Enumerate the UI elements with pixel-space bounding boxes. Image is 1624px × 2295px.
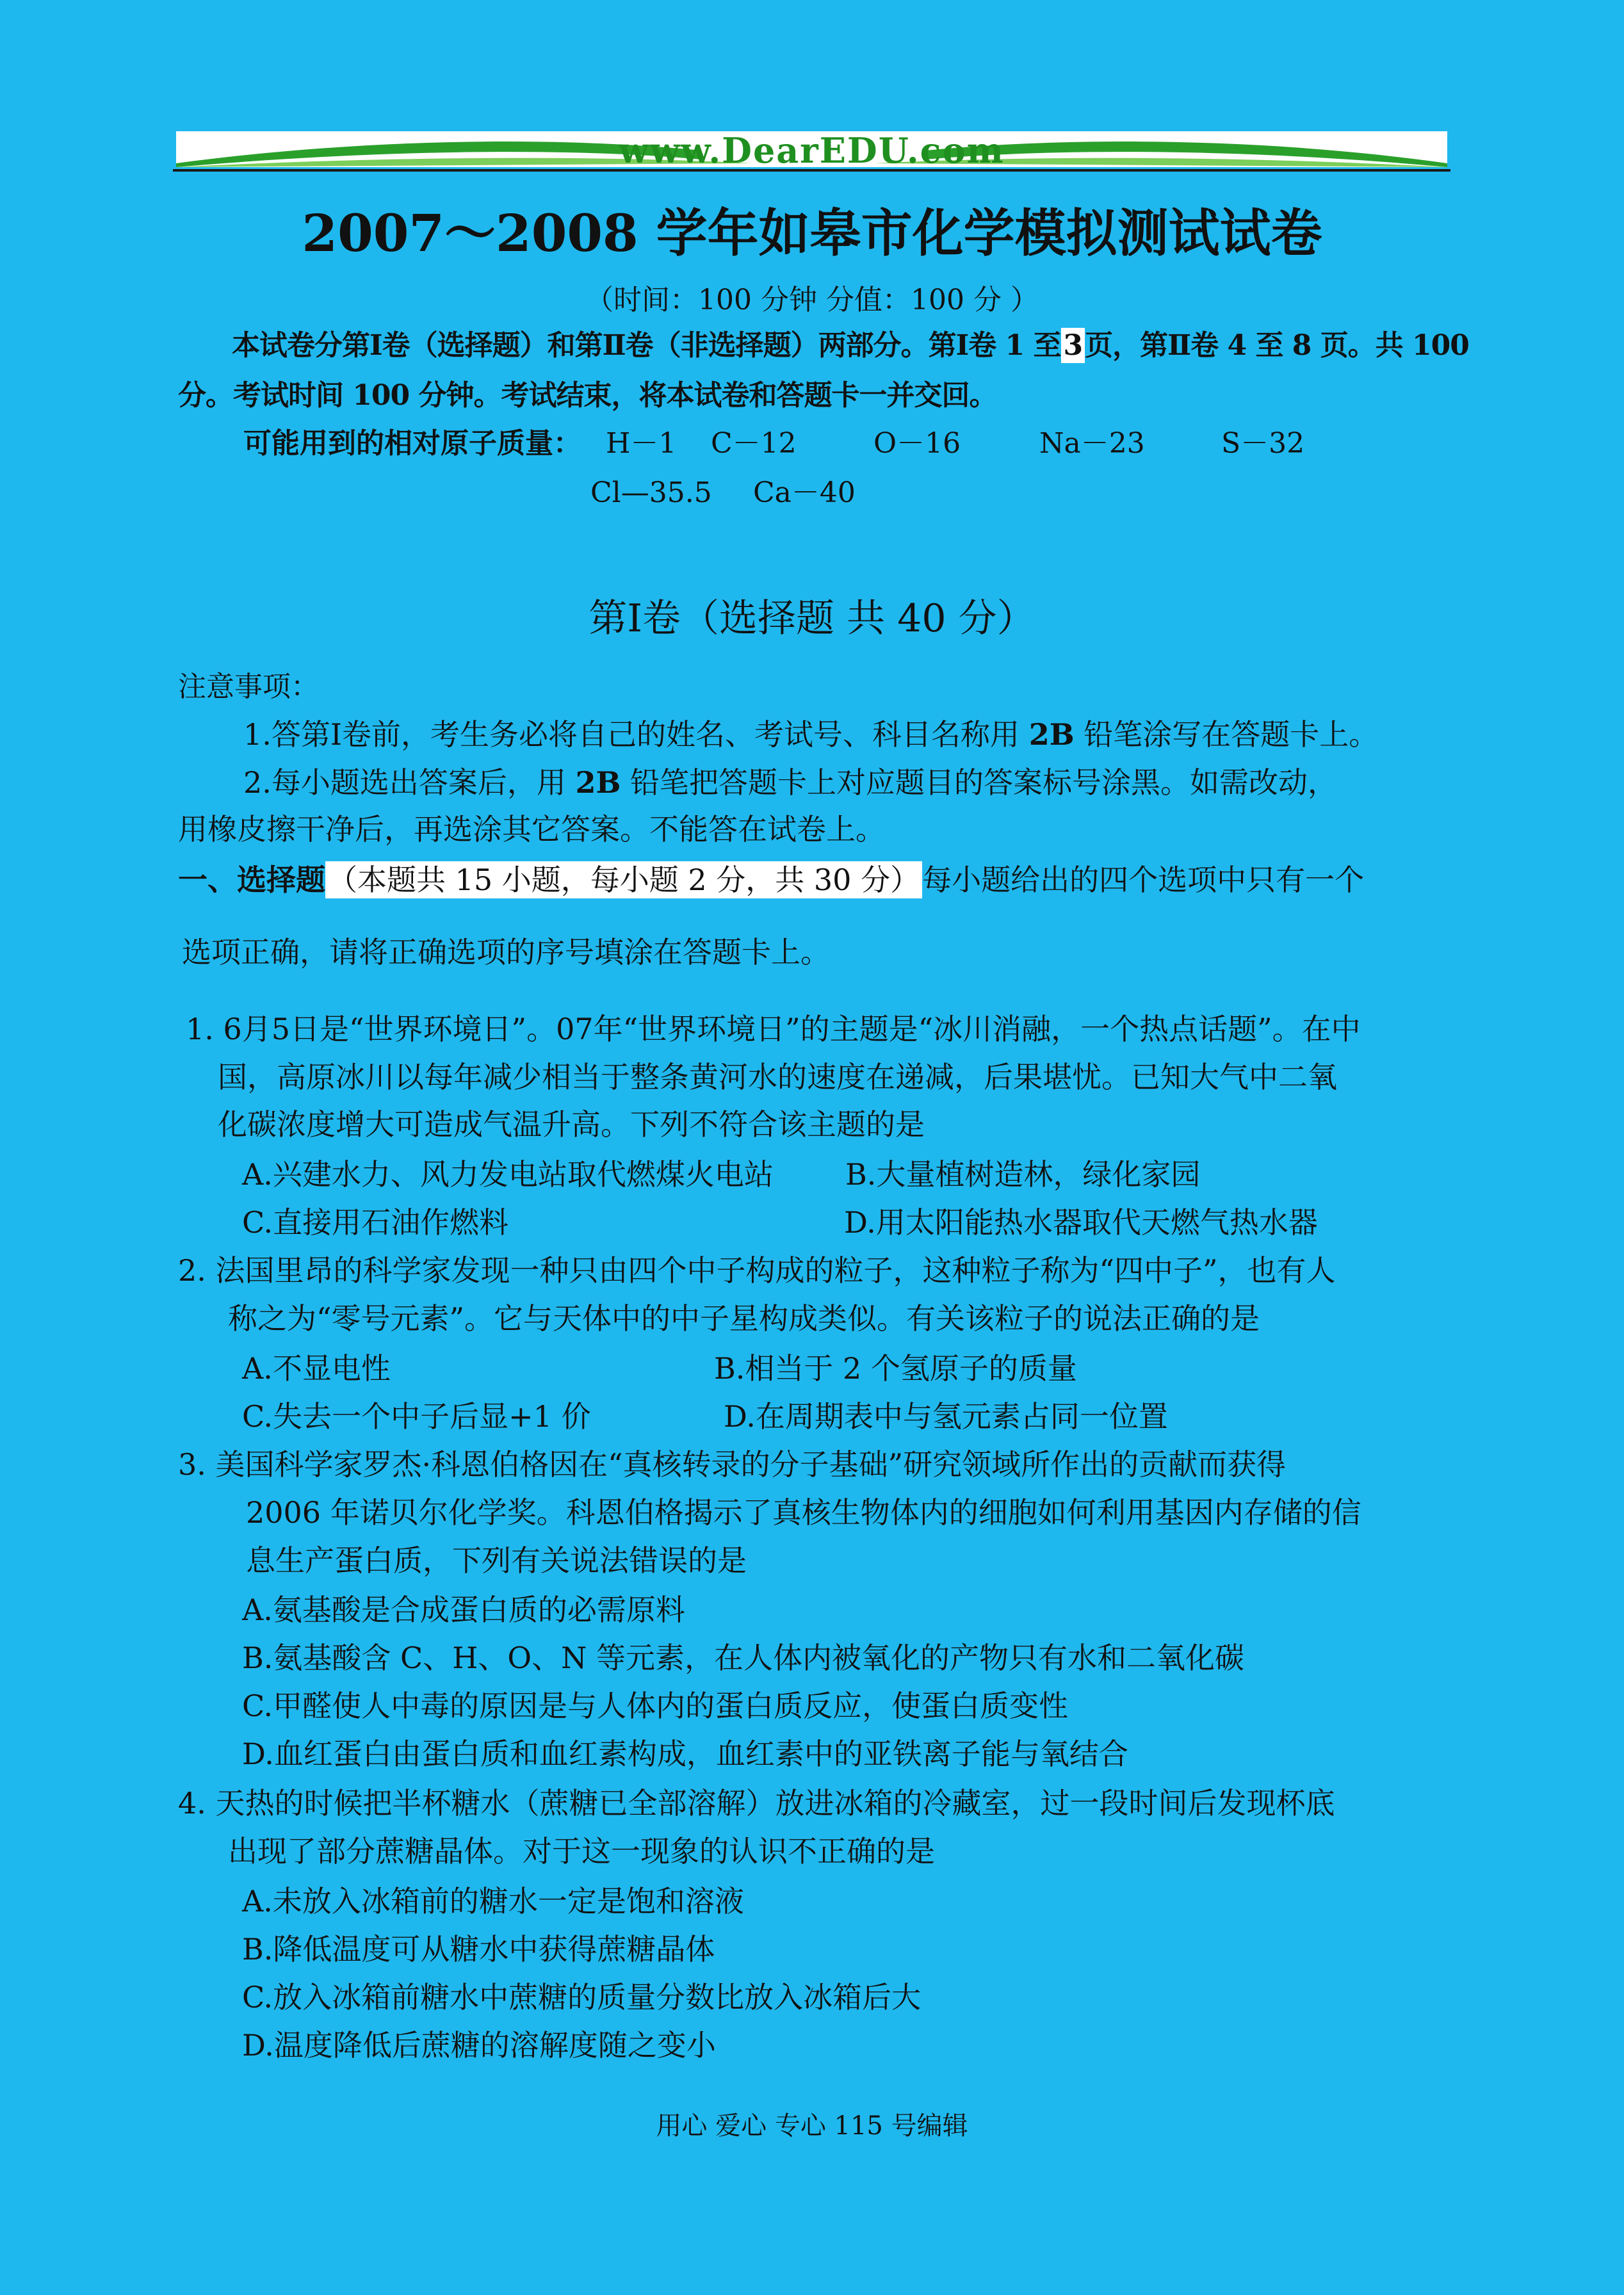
banner-site-url: www.DearEDU.com bbox=[619, 131, 1005, 167]
exam-subtitle: （时间：100 分钟 分值：100 分 ） bbox=[585, 284, 1039, 316]
note-2-continued: 用橡皮擦干净后，再选涂其它答案。不能答在试卷上。 bbox=[178, 812, 885, 847]
q3-stem-line-3: 息生产蛋白质，下列有关说法错误的是 bbox=[246, 1543, 747, 1578]
page-footer: 用心 爱心 专心 115 号编辑 bbox=[656, 2111, 968, 2141]
note-2: 2.每小题选出答案后，用 2B 铅笔把答题卡上对应题目的答案标号涂黑。如需改动， bbox=[243, 765, 1338, 800]
q3-option-b: B.氨基酸含 C、H、O、N 等元素，在人体内被氧化的产物只有水和二氧化碳 bbox=[242, 1641, 1244, 1675]
q4-option-c: C.放入冰箱前糖水中蔗糖的质量分数比放入冰箱后大 bbox=[242, 1980, 922, 2015]
q2-stem-line-1: 2. 法国里昂的科学家发现一种只由四个中子构成的粒子，这种粒子称为“四中子”，也有人 bbox=[178, 1253, 1336, 1288]
part1-scoring: （本题共 15 小题，每小题 2 分，共 30 分） bbox=[325, 861, 922, 898]
part1-instruction: 选项正确，请将正确选项的序号填涂在答题卡上。 bbox=[182, 935, 830, 969]
q4-option-a: A.未放入冰箱前的糖水一定是饱和溶液 bbox=[242, 1884, 744, 1918]
site-banner bbox=[176, 131, 1447, 167]
banner-rule bbox=[173, 169, 1450, 172]
part1-header: 一、选择题（本题共 15 小题，每小题 2 分，共 30 分）每小题给出的四个选项中只有一个 bbox=[178, 863, 1365, 897]
q1-stem-line-2: 国，高原冰川以每年减少相当于整条黄河水的速度在递减，后果堪忧。已知大气中二氧 bbox=[218, 1060, 1337, 1094]
intro-page-number: 3 bbox=[1061, 328, 1085, 363]
q3-stem-line-2: 2006 年诺贝尔化学奖。科恩伯格揭示了真核生物体内的细胞如何利用基因内存储的信 bbox=[246, 1495, 1361, 1530]
q1-option-a: A.兴建水力、风力发电站取代燃煤火电站 bbox=[242, 1157, 774, 1192]
q1-stem-line-1: 1. 6月5日是“世界环境日”。07年“世界环境日”的主题是“冰川消融，一个热点话题”。在中 bbox=[186, 1012, 1361, 1046]
q4-option-b: B.降低温度可从糖水中获得蔗糖晶体 bbox=[242, 1932, 715, 1967]
q3-option-c: C.甲醛使人中毒的原因是与人体内的蛋白质反应，使蛋白质变性 bbox=[242, 1689, 1069, 1723]
atomic-masses-label: 可能用到的相对原子质量： bbox=[243, 427, 581, 460]
part1-label: 一、选择题 bbox=[178, 863, 325, 897]
exam-title: 2007～2008 学年如皋市化学模拟测试试卷 bbox=[302, 203, 1322, 263]
q1-option-c: C.直接用石油作燃料 bbox=[242, 1205, 509, 1240]
notes-label: 注意事项： bbox=[178, 670, 319, 703]
note-1: 1.答第Ⅰ卷前，考生务必将自己的姓名、考试号、科目名称用 2B 铅笔涂写在答题卡上。 bbox=[243, 717, 1379, 752]
q3-stem-line-1: 3. 美国科学家罗杰·科恩伯格因在“真核转录的分子基础”研究领域所作出的贡献而获得 bbox=[178, 1447, 1287, 1482]
q3-option-d: D.血红蛋白由蛋白质和血红素构成，血红素中的亚铁离子能与氧结合 bbox=[242, 1737, 1128, 1771]
q2-stem-line-2: 称之为“零号元素”。它与天体中的中子星构成类似。有关该粒子的说法正确的是 bbox=[228, 1301, 1260, 1336]
q2-option-a: A.不显电性 bbox=[242, 1351, 391, 1386]
atomic-masses-line-1: 可能用到的相对原子质量： H－1 C－12 O－16 Na－23 S－32 bbox=[243, 427, 1305, 460]
atomic-masses-line-2: Cl—35.5 Ca－40 bbox=[590, 476, 856, 509]
q2-option-c: C.失去一个中子后显+1 价 bbox=[242, 1399, 591, 1434]
intro-line-1: 本试卷分第Ⅰ卷（选择题）和第Ⅱ卷（非选择题）两部分。第Ⅰ卷 1 至3页，第Ⅱ卷 4 至 8 页。共 100 bbox=[232, 329, 1469, 362]
q4-stem-line-1: 4. 天热的时候把半杯糖水（蔗糖已全部溶解）放进冰箱的冷藏室，过一段时间后发现杯底 bbox=[178, 1786, 1335, 1821]
q4-stem-line-2: 出现了部分蔗糖晶体。对于这一现象的认识不正确的是 bbox=[228, 1834, 935, 1869]
q2-option-b: B.相当于 2 个氢原子的质量 bbox=[714, 1351, 1077, 1386]
section-heading: 第Ⅰ卷（选择题 共 40 分） bbox=[589, 596, 1035, 641]
q3-option-a: A.氨基酸是合成蛋白质的必需原料 bbox=[242, 1593, 685, 1627]
intro-line-2: 分。考试时间 100 分钟。考试结束，将本试卷和答题卡一并交回。 bbox=[178, 379, 997, 412]
q1-stem-line-3: 化碳浓度增大可造成气温升高。下列不符合该主题的是 bbox=[218, 1107, 925, 1142]
q4-option-d: D.温度降低后蔗糖的溶解度随之变小 bbox=[242, 2028, 716, 2063]
q1-option-d: D.用太阳能热水器取代天燃气热水器 bbox=[844, 1205, 1318, 1240]
q2-option-d: D.在周期表中与氢元素占同一位置 bbox=[724, 1399, 1168, 1434]
q1-option-b: B.大量植树造林，绿化家园 bbox=[845, 1157, 1201, 1192]
